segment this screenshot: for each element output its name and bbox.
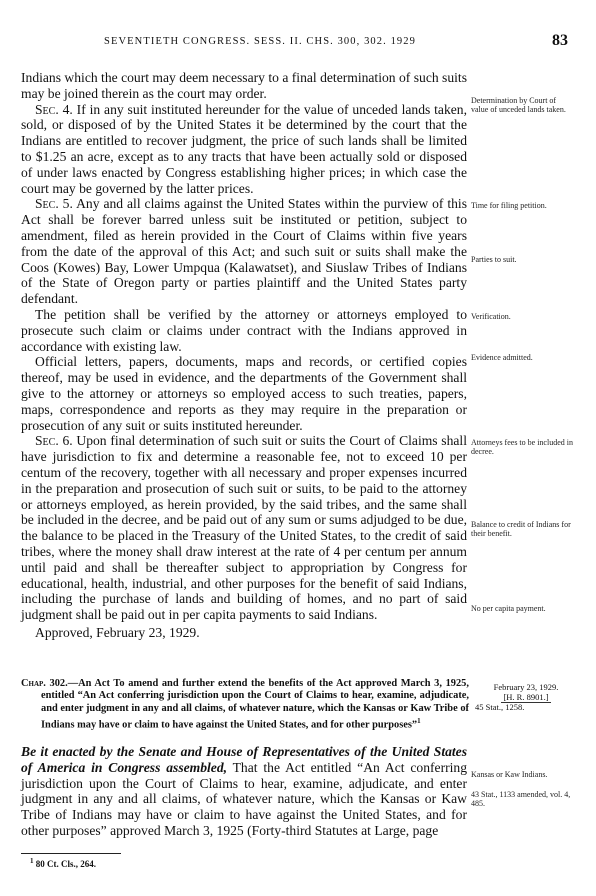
margin-note: Verification. xyxy=(471,312,511,321)
footnote-text: 80 Ct. Cls., 264. xyxy=(33,859,96,869)
enacting-paragraph xyxy=(21,744,467,839)
enacting-clause: Be it enacted by the Senate and House of Representatives of the United States of America in Congress assembled, xyxy=(21,744,467,775)
statute-reference: 45 Stat., 1258. xyxy=(475,702,525,712)
footnote xyxy=(30,857,96,869)
chapter-title xyxy=(21,678,469,732)
paragraph-official-letters: Official letters, papers, documents, maps and records, or certified copies thereof, may be used in evidence, and the departments of the Government shall give to the attorney or attorneys so employed access to such treaties, papers, maps, correspondence and reports as they may require in the preparation or prosecution of any suit or suits instituted hereunder. xyxy=(21,354,467,433)
section-4-label: Sec. 4. xyxy=(35,101,73,117)
bill-number: [H. R. 8901.] xyxy=(503,691,549,702)
chapter-date: February 23, 1929. xyxy=(493,682,559,692)
margin-note: Kansas or Kaw Indians. xyxy=(471,770,548,779)
page-number: 83 xyxy=(552,32,568,49)
section-6 xyxy=(21,433,467,623)
section-5-label: Sec. 5. xyxy=(35,196,73,212)
margin-note: Determination by Court of value of unceded lands taken. xyxy=(471,96,566,114)
running-title: SEVENTIETH CONGRESS. SESS. II. CHS. 300, 302. 1929 xyxy=(104,36,416,47)
margin-note: Attorneys fees to be included in decree. xyxy=(471,438,573,456)
margin-note: Evidence admitted. xyxy=(471,353,533,362)
chapter-margin-info xyxy=(471,683,581,713)
section-4-text: If in any suit instituted hereunder for the value of unceded lands taken, sold, or disposed of by the United States it be determined by the court that the Indians are entitled to recover judgment, the price of such lands shall be limited to $1.25 an acre, except as to any tracts that have been actually sold or disposed of under laws enacted by Congress establishing higher prices; in which case the court may be governed by the latter prices. xyxy=(21,101,467,196)
footnote-mark: 1 xyxy=(30,857,34,865)
paragraph-petition: The petition shall be verified by the attorney or attorneys employed to prosecute such claim or claims under contract with the Indians approved in accordance with existing law. xyxy=(21,306,467,354)
chapter-label: Chap. 302. xyxy=(21,678,68,689)
margin-note: 43 Stat., 1133 amended, vol. 4, 485. xyxy=(471,790,571,808)
margin-note: Time for filing petition. xyxy=(471,201,547,210)
section-5 xyxy=(21,196,467,307)
margin-note: No per capita payment. xyxy=(471,604,546,613)
enacting-body: That the Act entitled “An Act conferring jurisdiction upon the Court of Claims to hear, examine, adjudicate, and enter judgment in any and all claims, of whatever nature, which the Kansas or Kaw Tribe of Indians may have or claim to have against the United States, and for other purposes” approved March 3, 1925 (Forty-third Statutes at Large, page xyxy=(21,759,468,838)
chapter-footnote-mark: 1 xyxy=(417,716,421,725)
chapter-heading xyxy=(21,678,469,732)
section-6-text: Upon final determination of such suit or suits the Court of Claims shall have jurisdiction to fix and determine a reasonable fee, not to exceed 10 per centum of the recovery, together with all necessary and proper expenses incurred in the preparation and prosecution of such suit or suits, to be paid to the attorney or attorneys employed, as herein provided, by the said tribes, and the same shall be included in the decree, and be paid out of any sum or sums adjudged to be due, the balance to be placed in the Treasury of the United States, to the credit of said tribes, where the money shall draw interest at the rate of 4 per centum per annum until paid and shall be thereafter subject to appropriation by Congress for educational, health, industrial, and other purposes for the benefit of said Indians, including the purchase of lands and building of homes, and no part of said judgment shall be paid out in per capita payments to said Indians. xyxy=(21,433,467,623)
enacting-text xyxy=(21,744,467,839)
main-text xyxy=(21,70,467,641)
paragraph-continuation: Indians which the court may deem necessary to a final determination of such suits may be joined therein as the court may order. xyxy=(21,70,467,101)
footnote-rule xyxy=(21,853,121,854)
chapter-title-text: —An Act To amend and further extend the benefits of the Act approved March 3, 1925, entitled “An Act conferring jurisdiction upon the Court of Claims to hear, examine, adjudicate, and enter judgment in any and all claims, of whatever nature, which the Kansas or Kaw Tribe of Indians may have or claim to have against the United States, and for other purposes” xyxy=(41,678,469,731)
approval-date: Approved, February 23, 1929. xyxy=(35,624,200,640)
page-header xyxy=(0,32,596,52)
section-5-text: Any and all claims against the United States within the purview of this Act shall be forever barred unless suit be instituted or petition, subject to amendment, filed as herein provided in the Court of Claims within five years from the date of the approval of this Act; and such suit or suits shall make the Coos (Kowes) Bay, Lower Umpqua (Kalawatset), and Siuslaw Tribes of Indians of the State of Oregon party or parties plaintiff and the United States party defendant. xyxy=(21,196,467,307)
margin-note: Balance to credit of Indians for their benefit. xyxy=(471,520,571,538)
section-6-label: Sec. 6. xyxy=(35,433,73,449)
section-4 xyxy=(21,102,467,197)
margin-note: Parties to suit. xyxy=(471,255,517,264)
